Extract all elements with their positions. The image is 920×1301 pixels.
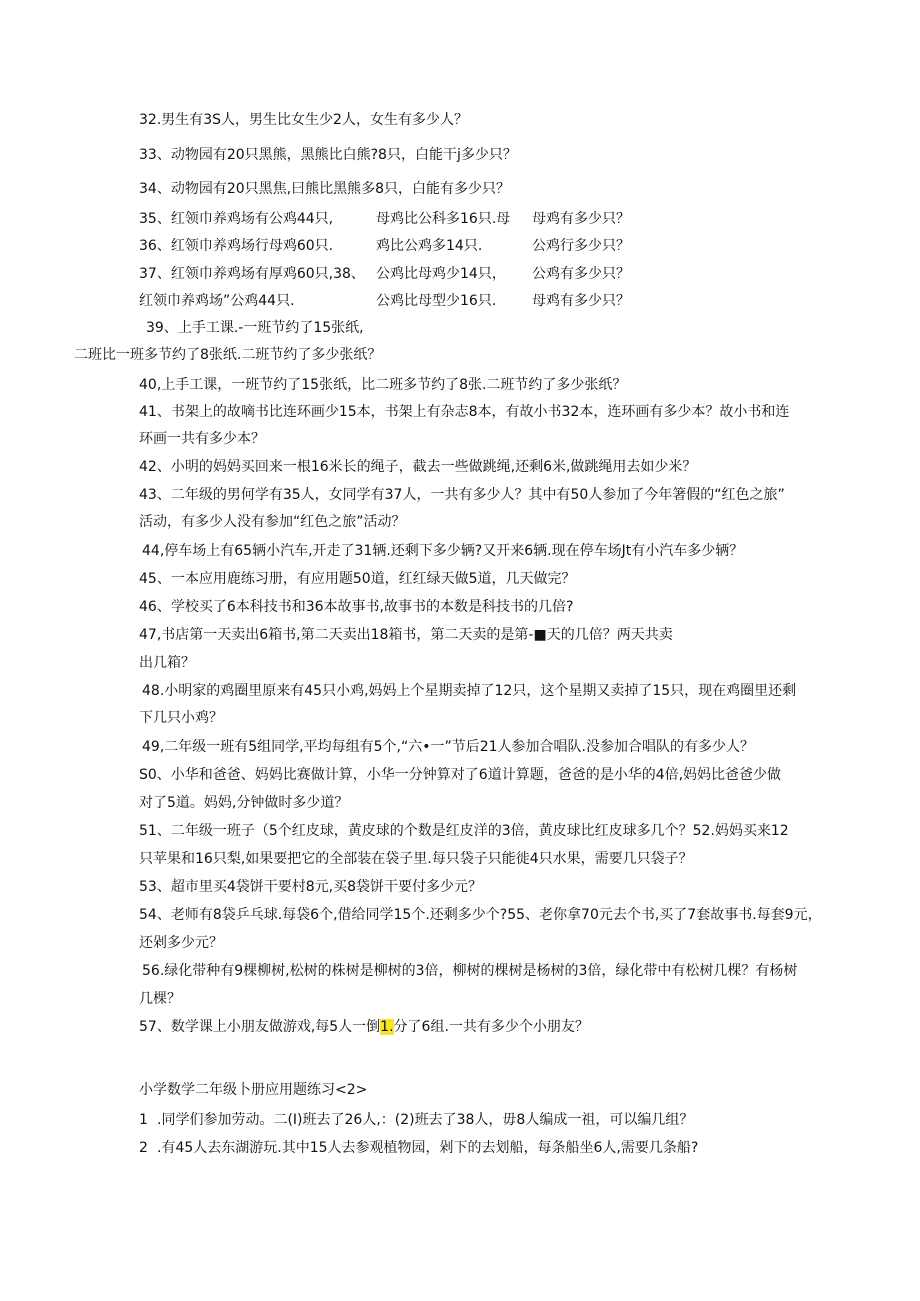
problem-57 (139, 1017, 589, 1037)
problem-48-line-1: 48.小明家的鸡圈里原来有45只小鸡,妈妈上个星期卖掉了12只，这个星期又卖掉了15只，现在鸡圈里还剩 (142, 683, 797, 699)
problem-57-text-start: 57、数学课上小朋友做游戏,每5人一倒 (139, 1019, 381, 1035)
problem-56-line-2: 几棵？ (139, 991, 181, 1007)
problem-40: 40,上手工课，一班节约了15张纸，比二班多节约了8张.二班节约了多少张纸？ (139, 377, 627, 393)
problem-48-line-2: 下几只小鸡？ (139, 710, 223, 726)
section-2-item-2: .有45人去东湖游玩.其中15人去参观植物园，剁下的去划船，每条船坐6人,需要几条船? (157, 1140, 699, 1156)
problem-43-line-2: 活动，有多少人没有参加“红色之旅”活动？ (139, 514, 406, 530)
problem-49: 49,二年级一班有5组同学,平均每组有5个,“六•一”节后21人参加合唱队.没参加合唱队的有多少人？ (142, 739, 755, 755)
problem-57-text-end: 分了6组.一共有多少个小朋友？ (393, 1019, 589, 1035)
problem-39-line-2: 二班比一班多节约了8张纸.二班节约了多少张纸？ (74, 347, 382, 363)
problem-37-part-c: 公鸡有多少只？ (532, 266, 630, 282)
problem-38-part-a: 红领巾养鸡场”公鸡44只. (139, 293, 295, 309)
problem-38-part-b: 公鸡比母型少16只. (376, 293, 497, 309)
problem-56-line-1: 56.绿化带种有9棵柳树,松树的株树是柳树的3倍，柳树的棵树是杨树的3倍，绿化带中有松树几棵？有杨树 (142, 963, 798, 979)
section-2-item-1-number: 1 (139, 1112, 148, 1128)
problem-50-line-2: 对了5道。妈妈,分钟做时多少道？ (139, 795, 349, 811)
problem-47-line-2: 出几箱？ (139, 655, 195, 671)
problem-45: 45、一本应用鹿练习册，有应用题50道，红红绿天做5道，几天做完？ (139, 571, 576, 587)
problem-35-part-c: 母鸡有多少只？ (532, 211, 630, 227)
problem-51-line-2: 只苹果和16只梨,如果要把它的全部装在袋子里.每只袋子只能徙4只水果，需要几只袋子？ (139, 851, 693, 867)
problem-54-line-1: 54、老师有8袋乒乓球.每袋6个,借给同学15个.还剩多少个?55、老你拿70元去个书,买了7套故事书.每套9元， (139, 907, 822, 923)
problem-46: 46、学校买了6本科技书和36本故事书,故事书的本数是科技书的几倍? (139, 599, 574, 615)
problem-36-part-a: 36、红领巾养鸡场行母鸡60只. (139, 238, 334, 254)
problem-43-line-1: 43、二年级的男何学有35人，女同学有37人，一共有多少人？其中有50人参加了今年箸假的“红色之旅” (139, 487, 785, 503)
highlighted-mark: 1. (380, 1019, 394, 1035)
problem-32: 32.男生有3S人，男生比女生少2人，女生有多少人？ (139, 112, 468, 128)
problem-41-line-2: 环画一共有多少本？ (139, 431, 265, 447)
problem-50-line-1: S0、小华和爸爸、妈妈比赛做计算，小华一分钟算对了6道计算题，爸爸的是小华的4倍,妈妈比爸爸少做 (139, 767, 782, 783)
problem-54-line-2: 还剁多少元？ (139, 935, 223, 951)
problem-37-part-a: 37、红领巾养鸡场有厚鸡60只,38、 (139, 266, 365, 282)
problem-35-part-a: 35、红领巾养鸡场有公鸡44只, (139, 211, 334, 227)
problem-44: 44,停车场上有65辆小汽车,开走了31辆.还剩下多少辆?又开来6辆.现在停车场Jt有小汽车多少辆？ (142, 543, 744, 559)
section-2-title: 小学数学二年级卜册应用题练习<2> (139, 1082, 368, 1098)
problem-53: 53、超市里买4袋饼干要村8元,买8袋饼干要付多少元？ (139, 879, 482, 895)
problem-51-line-1: 51、二年级一班子（5个红皮球，黄皮球的个数是红皮洋的3倍，黄皮球比红皮球多几个？52.妈妈买来12 (139, 823, 789, 839)
problem-39-line-1: 39、上手工课.-一班节约了15张纸, (146, 320, 364, 336)
problem-35-part-b: 母鸡比公科多16只.母 (376, 211, 511, 227)
problem-42: 42、小明的妈妈买回来一根16米长的绳子，截去一些做跳绳,还剩6米,做跳绳用去如少米？ (139, 459, 697, 475)
problem-41-line-1: 41、书架上的故嘀书比连环画少15本，书架上有杂志8本，有故小书32本，连环画有多少本？故小书和连 (139, 404, 790, 420)
problem-33: 33、动物园有20只黑熊，黑熊比白熊?8只，白能干j多少只？ (139, 147, 517, 163)
section-2-item-1: .同学们参加劳动。二(I)班去了26人,：(2)班去了38人，毋8人编成一祖，可以编几组？ (157, 1112, 694, 1128)
section-2-item-2-number: 2 (139, 1140, 148, 1156)
problem-38-part-c: 母鸡有多少只？ (532, 293, 630, 309)
problem-47-line-1: 47,书店第一天卖出6箱书,第二天卖出18箱书，第二天卖的是第-■天的几倍？两天共卖 (139, 627, 673, 643)
problem-34: 34、动物园有20只黑焦,曰熊比黑熊多8只，白能有多少只？ (139, 181, 510, 197)
problem-36-part-c: 公鸡行多少只？ (532, 238, 630, 254)
problem-37-part-b: 公鸡比母鸡少14只， (376, 266, 506, 282)
problem-36-part-b: 鸡比公鸡多14只. (376, 238, 483, 254)
